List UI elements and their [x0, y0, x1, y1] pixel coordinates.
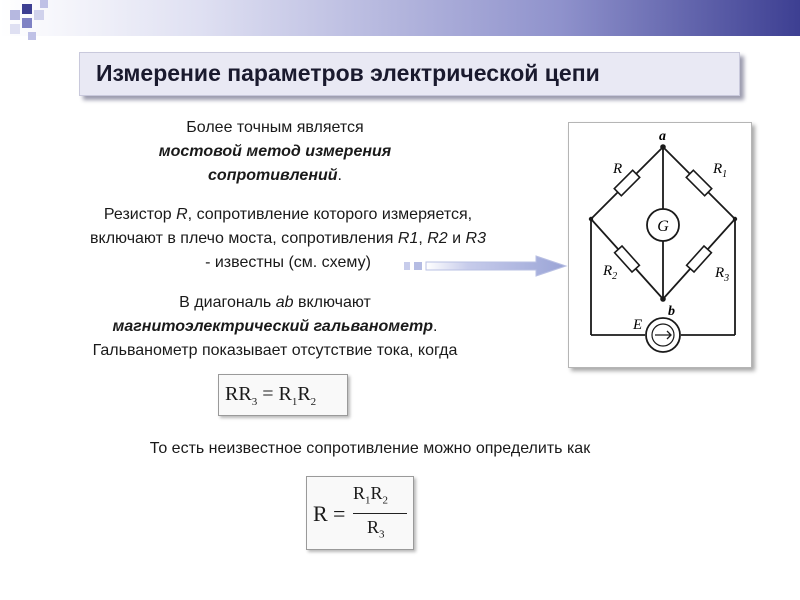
decor-square [28, 32, 36, 40]
resistor-r1 [686, 170, 711, 195]
resistor-text: , сопротивление которого измеряется, [187, 206, 473, 223]
node-b-dot [660, 296, 666, 302]
intro-bold-text: мостовой метод измерения [158, 143, 392, 160]
arrow-right-icon [404, 254, 568, 278]
formula-term: RR [225, 383, 252, 405]
decor-square [10, 10, 20, 20]
intro-line: Более точным является [186, 119, 364, 136]
diagonal-symbol: ab [275, 294, 294, 311]
formula-subscript: 2 [310, 396, 317, 408]
formula-term: R [278, 383, 292, 405]
decor-square [40, 0, 48, 8]
resistor-r3-label: $R_3$ [715, 265, 730, 284]
header-band [0, 0, 800, 36]
balance-formula [218, 374, 348, 416]
resistor-r2 [615, 246, 640, 272]
decor-square [34, 10, 44, 20]
circuit-svg [569, 123, 751, 367]
resistance-formula [306, 476, 414, 550]
bridge-circuit-diagram [568, 122, 752, 368]
resistor-text: - известны (см. схему) [205, 254, 371, 271]
formula-term: R [297, 383, 311, 405]
decor-square [10, 24, 20, 34]
galvanometer-text: включают [293, 294, 371, 311]
formula-subscript: 1 [365, 494, 371, 507]
resistor-text: Резистор [103, 206, 177, 223]
formula-subscript: 1 [291, 396, 298, 408]
formula-term: R [370, 483, 383, 503]
node-a-label: a [659, 129, 666, 144]
formula-subscript: 2 [382, 494, 389, 507]
galvanometer-bold-text: магнитоэлектрический гальванометр [112, 318, 433, 335]
formula-subscript: 3 [251, 396, 258, 408]
result-text: То есть неизвестное сопротивление можно определить как [149, 440, 591, 457]
decor-square [22, 18, 32, 28]
resistor-r1-label: $R_1$ [713, 161, 728, 180]
formula-term: R [353, 483, 366, 503]
node-b-label: b [668, 304, 675, 319]
formula-equals: = [257, 383, 279, 405]
fraction-line [353, 513, 407, 514]
resistor-r3 [687, 246, 712, 272]
page-title: Измерение параметров электрической цепи [96, 60, 600, 86]
decor-square [22, 4, 32, 14]
resistor-text: включают в плечо моста, сопротивления [90, 230, 398, 247]
galvanometer-paragraph [20, 291, 530, 363]
resistor-symbol: R [176, 206, 188, 223]
galvanometer-period: . [433, 318, 438, 335]
resistor-text: , [418, 230, 428, 247]
resistor-symbol: R1 [397, 230, 419, 247]
node-left-dot [589, 217, 593, 221]
resistor-symbol: R3 [465, 230, 486, 247]
formula-term: R [313, 501, 328, 526]
resistor-r2-label: $R_2$ [603, 263, 618, 282]
resistor-symbol: R2 [427, 230, 448, 247]
galvanometer-text: В диагональ [179, 294, 276, 311]
title-box [79, 52, 740, 96]
formula-term: R [367, 517, 380, 537]
formula-subscript: 3 [379, 528, 385, 541]
node-a-dot [660, 144, 666, 150]
intro-text [90, 116, 460, 188]
intro-period: . [337, 167, 342, 184]
formula-equals: = [333, 501, 346, 526]
galvanometer-label: G [657, 218, 669, 235]
intro-bold-text: сопротивлений [208, 167, 338, 184]
node-right-dot [733, 217, 737, 221]
source-label: E [633, 317, 643, 333]
galvanometer-text: Гальванометр показывает отсутствие тока, когда [92, 342, 458, 359]
resistor-text: и [447, 230, 466, 247]
resistor-r-label: R [613, 161, 623, 177]
